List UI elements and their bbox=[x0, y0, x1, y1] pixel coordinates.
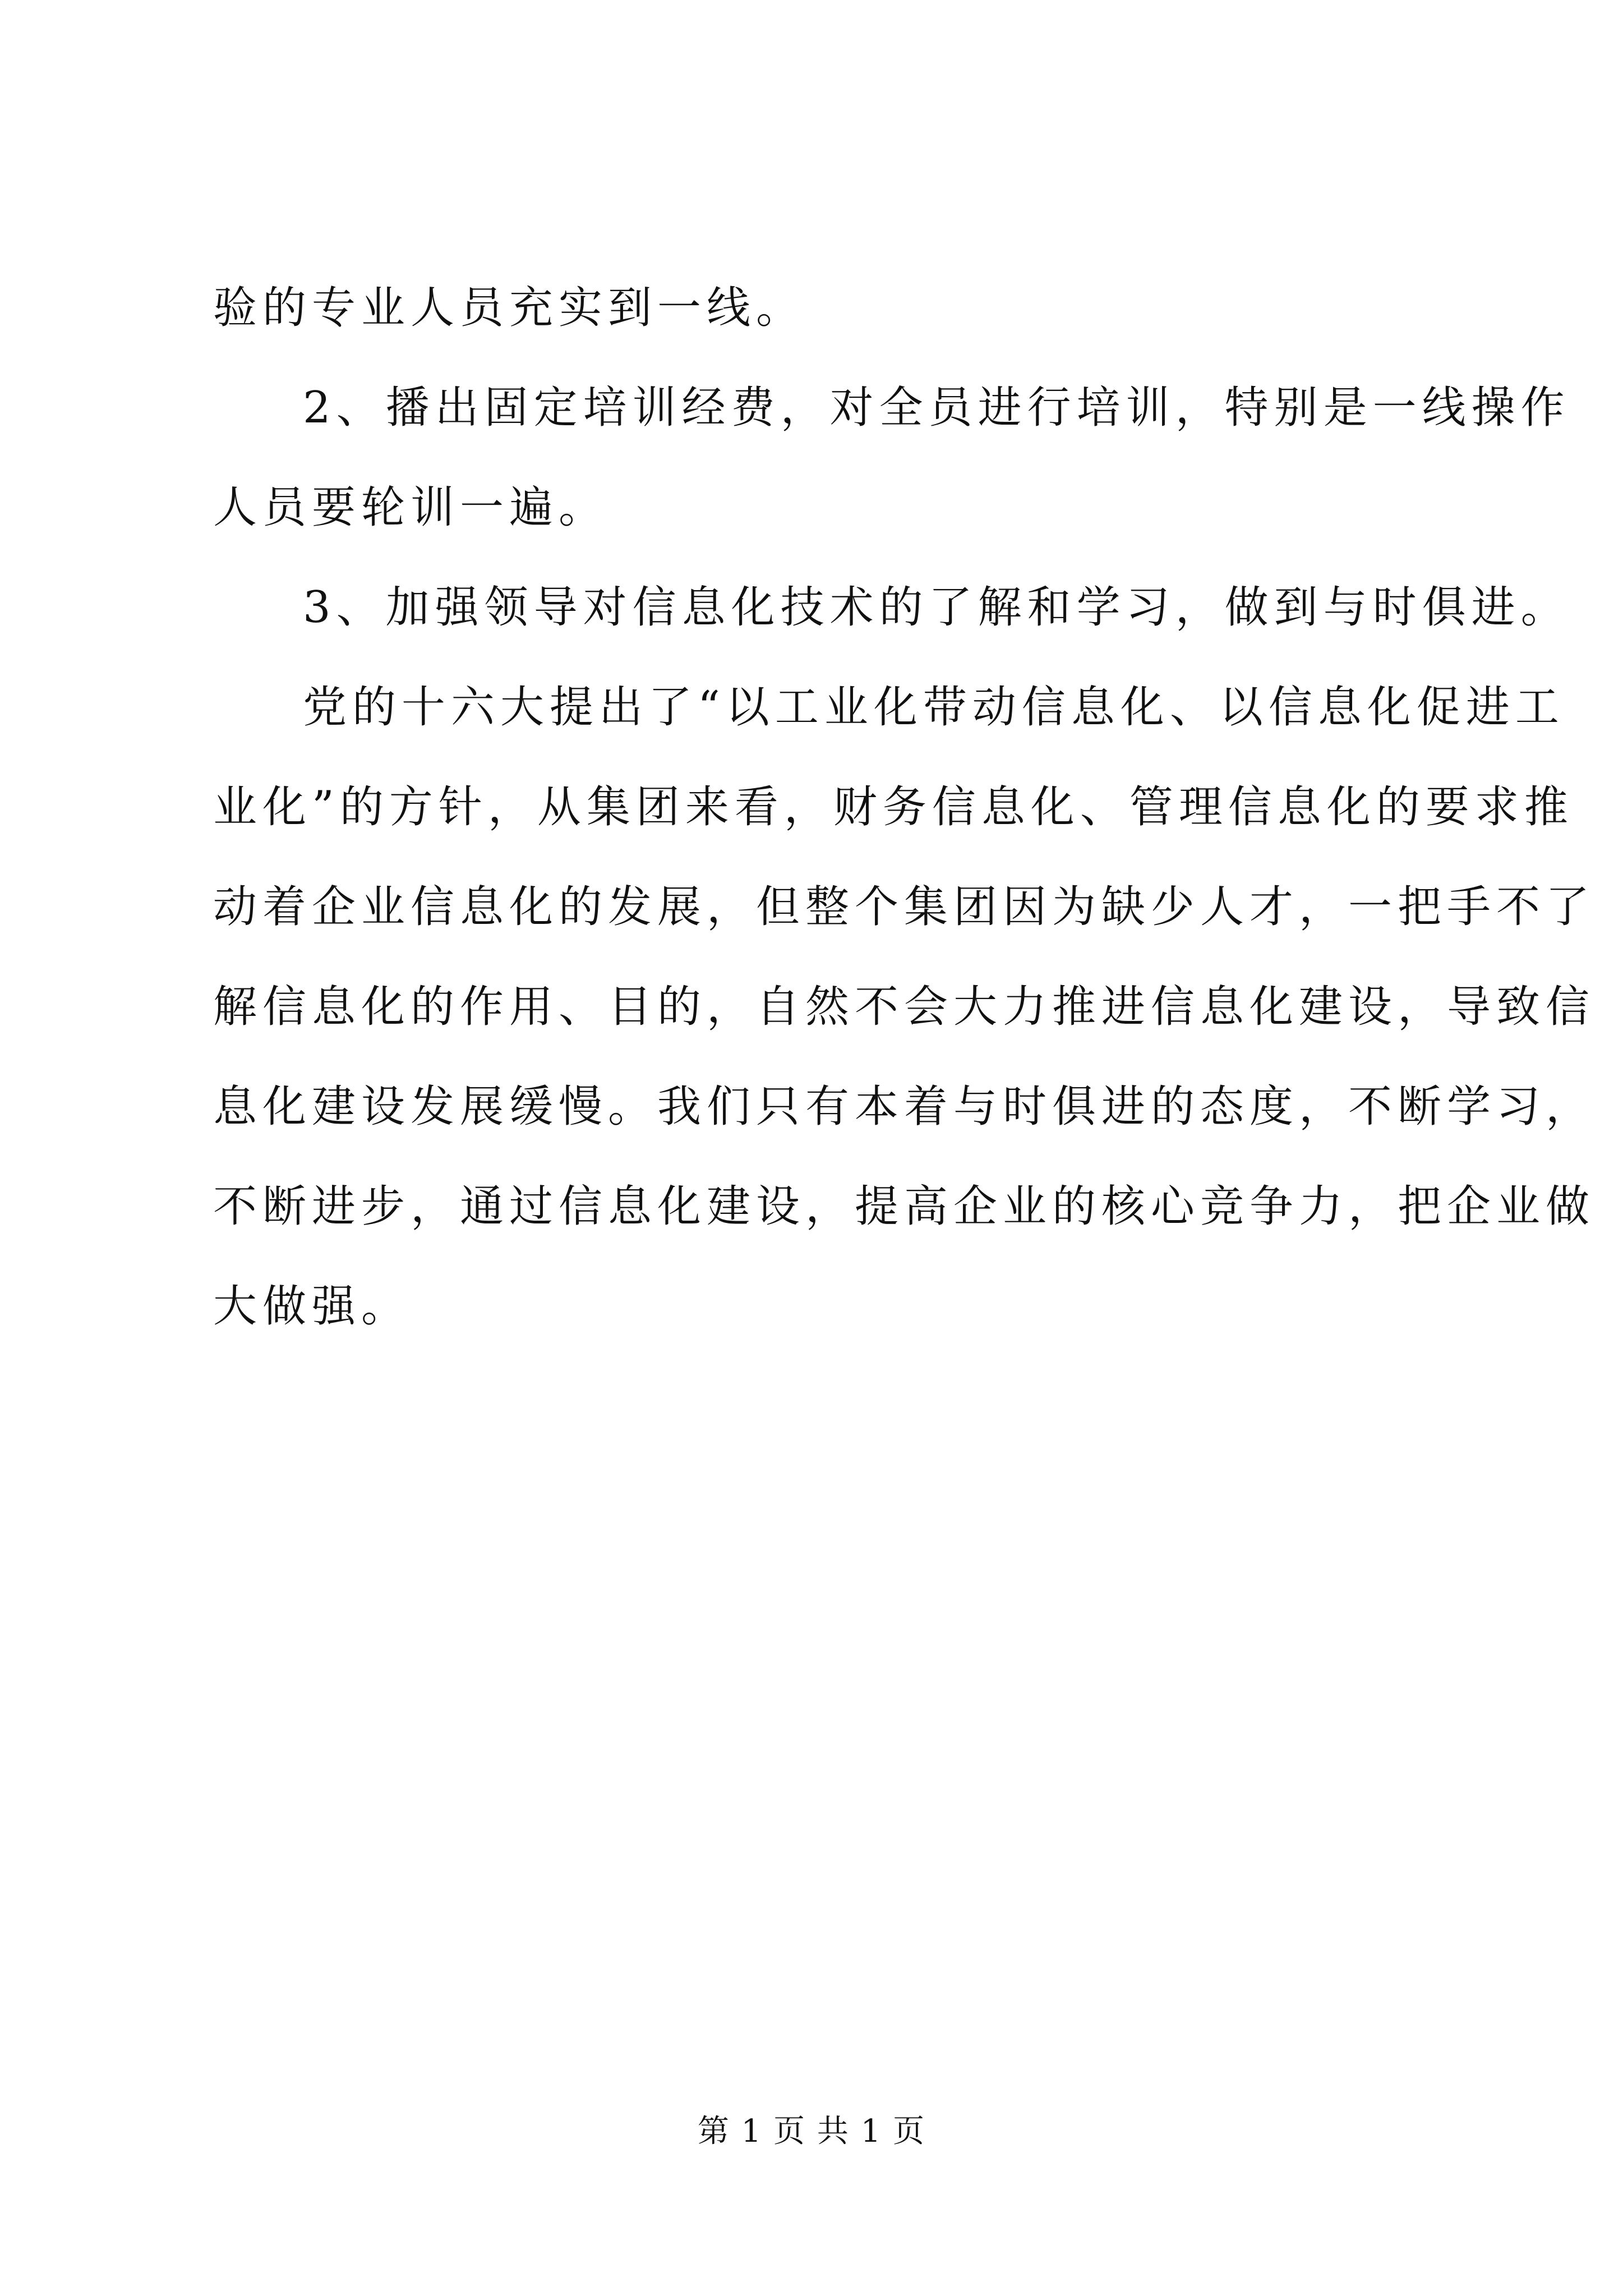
text-line-2: 2、播出固定培训经费，对全员进行培训，特别是一线操作 bbox=[303, 383, 1570, 433]
page-footer: 第 1 页 共 1 页 bbox=[697, 2113, 926, 2150]
text-line-10: 不断进步，通过信息化建设，提高企业的核心竞争力，把企业做 bbox=[213, 1181, 1596, 1232]
body-text bbox=[213, 258, 1596, 1356]
text-line-1: 验的专业人员充实到一线。 bbox=[213, 283, 806, 333]
text-line-11: 大做强。 bbox=[213, 1281, 411, 1332]
text-line-8: 解信息化的作用、目的，自然不会大力推进信息化建设，导致信 bbox=[213, 982, 1596, 1032]
text-line-3: 人员要轮训一遍。 bbox=[213, 482, 608, 533]
text-line-6: 业化”的方针，从集团来看，财务信息化、管理信息化的要求推 bbox=[213, 782, 1574, 832]
text-line-4: 3、加强领导对信息化技术的了解和学习，做到与时俱进。 bbox=[303, 582, 1570, 633]
text-line-5: 党的十六大提出了“以工业化带动信息化、以信息化促进工 bbox=[303, 682, 1565, 733]
text-line-7: 动着企业信息化的发展，但整个集团因为缺少人才，一把手不了 bbox=[213, 882, 1596, 932]
text-line-9: 息化建设发展缓慢。我们只有本着与时俱进的态度，不断学习， bbox=[213, 1082, 1596, 1132]
